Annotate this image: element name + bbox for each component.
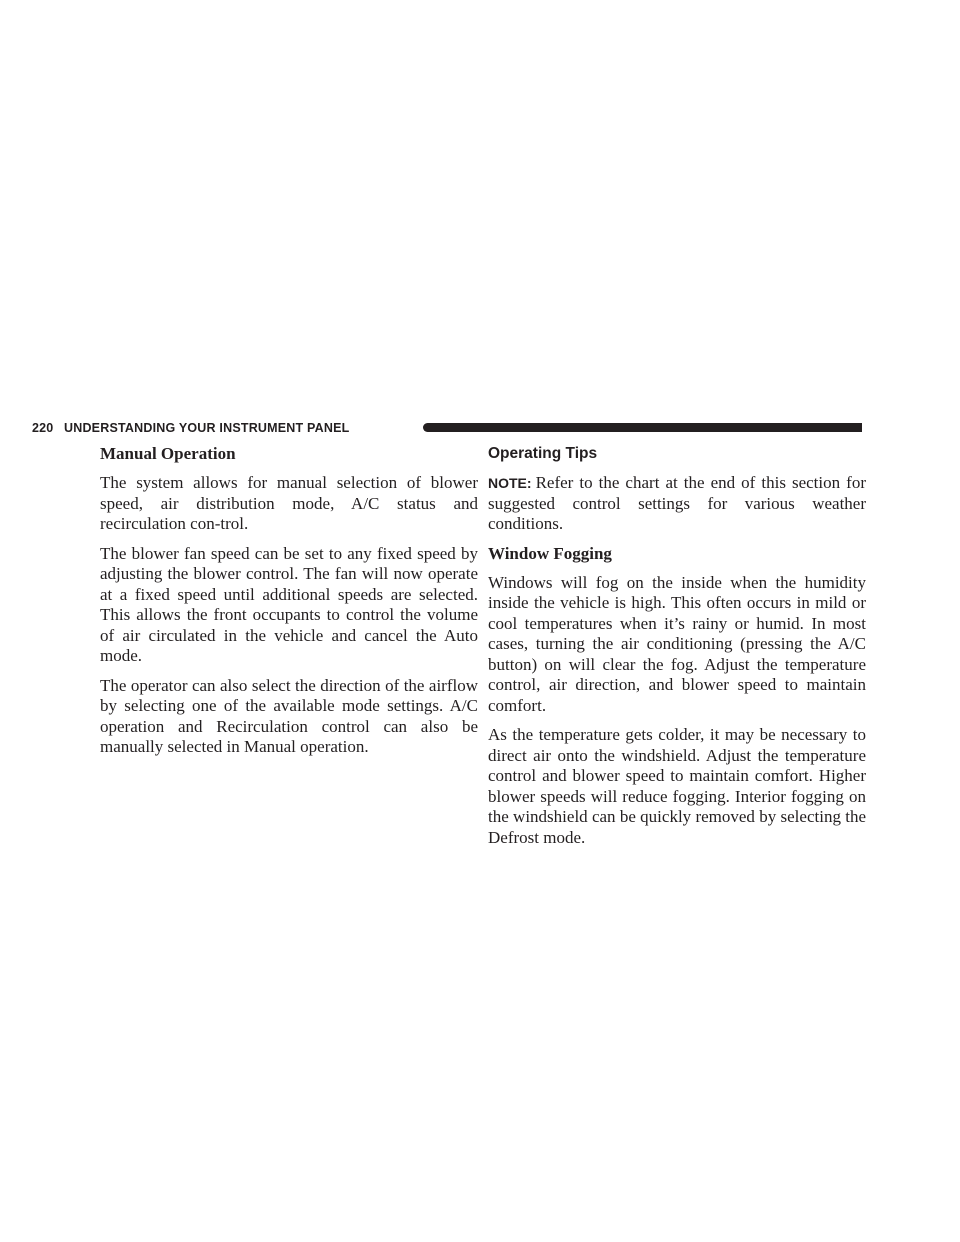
note-label: NOTE: [488,475,532,491]
page-header [32,420,862,436]
paragraph: As the temperature gets colder, it may be necessary to direct air onto the windshield. Adjust the temperature control and blower speed to maintain comfort. Higher blower speeds will reduce fogging. Interior fogging on the windshield can be quickly removed by selecting the Defrost mode. [488,725,866,847]
paragraph: The operator can also select the direction of the airflow by selecting one of the available mode settings. A/C operation and Recirculation control can also be manually selected in Manual operation. [100,675,478,756]
left-column [100,444,478,767]
page-number: 220 [32,421,54,435]
paragraph: Windows will fog on the inside when the humidity inside the vehicle is high. This often occurs in mild or cool temperatures when it’s rainy or humid. In most cases, turning the air conditioning (pressing the A/C button) on will clear the fog. Adjust the temperature control, air direction, and blower speed to maintain comfort. [488,572,866,715]
section-title: UNDERSTANDING YOUR INSTRUMENT PANEL [64,421,350,435]
manual-operation-subheading: Manual Operation [100,444,236,463]
note-text: Refer to the chart at the end of this section for suggested control settings for various weather conditions. [488,473,866,533]
note-paragraph [488,473,866,535]
operating-tips-heading: Operating Tips [488,445,598,462]
header-rule [423,423,862,432]
paragraph: The system allows for manual selection of blower speed, air distribution mode, A/C status and recirculation con-trol. [100,473,478,533]
paragraph: The blower fan speed can be set to any fixed speed by adjusting the blower control. The fan will now operate at a fixed speed until additional speeds are selected. This allows the front occupants to control the volume of air circulated in the vehicle and cancel the Auto mode. [100,543,478,665]
window-fogging-subheading: Window Fogging [488,543,612,563]
right-column [488,444,866,857]
